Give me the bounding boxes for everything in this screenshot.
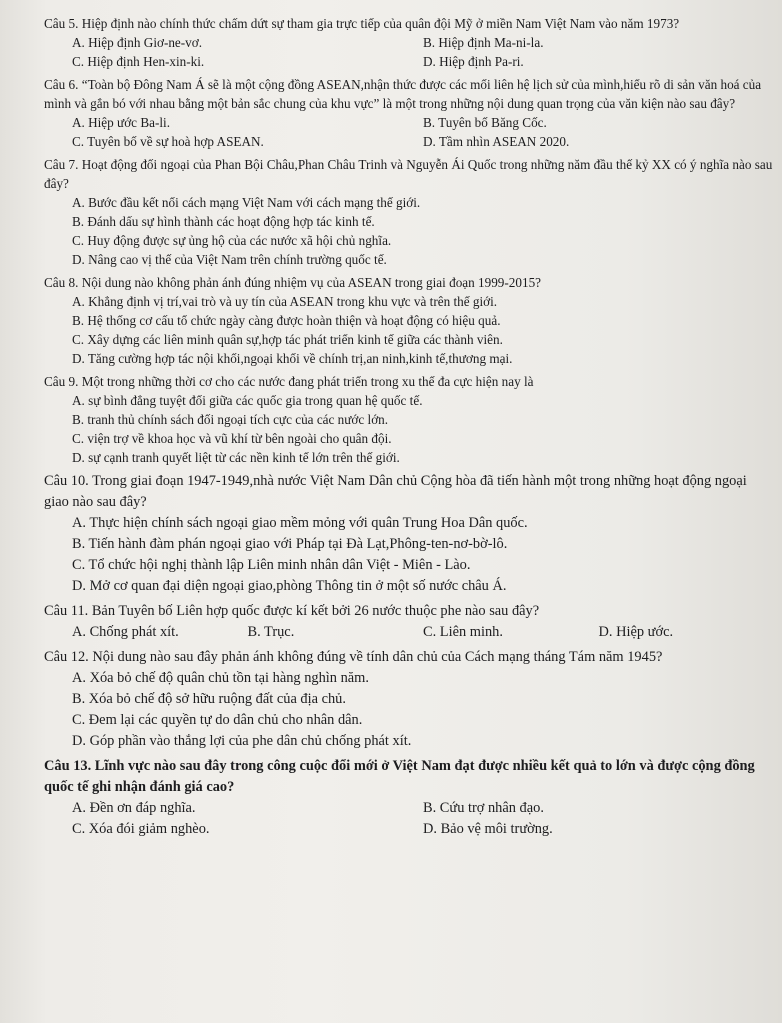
option-b: B. Hệ thống cơ cấu tổ chức ngày càng được hoàn thiện và hoạt động có hiệu quả. [72,313,501,328]
option-a: A. Hiệp định Giơ-ne-vơ. [72,35,203,50]
options-row [44,132,774,151]
option-b: B. Cứu trợ nhân đạo. [423,800,544,816]
option-b: B. Trục. [247,624,295,640]
option-a: A. Khẳng định vị trí,vai trò và uy tín của ASEAN trong khu vực và trên thế giới. [72,294,498,309]
question-6 [44,75,774,151]
exam-page [44,14,774,844]
option-d: D. Tăng cường hợp tác nội khối,ngoại khối về chính trị,an ninh,kinh tế,thương mại. [72,351,513,366]
option-d: D. Góp phần vào thắng lợi của phe dân chủ chống phát xít. [72,733,412,749]
option-b: B. Hiệp định Ma-ni-la. [423,35,544,50]
option-a: A. Chống phát xít. [72,624,179,640]
options-row [44,798,774,819]
option-b: B. tranh thủ chính sách đối ngoại tích cực của các nước lớn. [72,412,389,427]
question-stem: Câu 12. Nội dung nào sau đây phản ánh không đúng về tính dân chủ của Cách mạng tháng Tám năm 1945? [44,649,663,665]
option-d: D. Mở cơ quan đại diện ngoại giao,phòng Thông tin ở một số nước châu Á. [72,578,507,594]
question-stem: Câu 11. Bản Tuyên bố Liên hợp quốc được kí kết bởi 26 nước thuộc phe nào sau đây? [44,603,540,619]
option-c: C. Hiệp định Hen-xin-ki. [72,54,205,69]
option-d: D. Hiệp định Pa-ri. [423,54,524,69]
question-stem: Câu 8. Nội dung nào không phản ánh đúng nhiệm vụ của ASEAN trong giai đoạn 1999-2015? [44,275,542,290]
options-row [44,52,774,71]
options-row [44,33,774,52]
question-stem: Câu 6. “Toàn bộ Đông Nam Á sẽ là một cộng đồng ASEAN,nhận thức được các mối liên hệ lịch sử của mình,hiểu rõ di sản văn hoá của mình và gắn bó với nhau bằng một bản sắc chung của khu vực” là một trong những nội dung quan trọng của văn kiện nào sau đây? [44,77,762,111]
question-8 [44,273,774,368]
options-row [44,819,774,840]
option-c: C. Đem lại các quyền tự do dân chủ cho nhân dân. [72,712,363,728]
options-row [44,622,774,643]
question-stem: Câu 10. Trong giai đoạn 1947-1949,nhà nước Việt Nam Dân chủ Cộng hòa đã tiến hành một trong những hoạt động ngoại giao nào sau đây? [44,473,747,510]
question-13 [44,756,774,840]
option-a: A. Đền ơn đáp nghĩa. [72,800,196,816]
question-stem: Câu 7. Hoạt động đối ngoại của Phan Bội Châu,Phan Châu Trinh và Nguyễn Ái Quốc trong những năm đầu thế kỷ XX có ý nghĩa nào sau đây? [44,157,773,191]
option-d: D. Nâng cao vị thế của Việt Nam trên chính trường quốc tế. [72,252,387,267]
option-c: C. Huy động được sự ủng hộ của các nước xã hội chủ nghĩa. [72,233,392,248]
option-c: C. Xóa đói giảm nghèo. [72,821,210,837]
option-d: D. Bảo vệ môi trường. [423,821,553,837]
question-9 [44,372,774,467]
option-b: B. Xóa bỏ chế độ sở hữu ruộng đất của địa chủ. [72,691,346,707]
option-a: A. Hiệp ước Ba-li. [72,115,170,130]
question-stem: Câu 5. Hiệp định nào chính thức chấm dứt sự tham gia trực tiếp của quân đội Mỹ ở miền Nam Việt Nam vào năm 1973? [44,16,680,31]
option-c: C. Liên minh. [423,624,503,640]
option-b: B. Đánh dấu sự hình thành các hoạt động hợp tác kinh tế. [72,214,375,229]
question-12 [44,647,774,752]
question-stem: Câu 9. Một trong những thời cơ cho các nước đang phát triển trong xu thế đa cực hiện nay là [44,374,534,389]
options-row [44,113,774,132]
option-a: A. Xóa bỏ chế độ quân chủ tồn tại hàng nghìn năm. [72,670,369,686]
question-7 [44,155,774,269]
question-10 [44,471,774,597]
option-b: B. Tuyên bố Băng Cốc. [423,115,547,130]
option-c: C. Xây dựng các liên minh quân sự,hợp tác phát triển kinh tế giữa các thành viên. [72,332,503,347]
option-a: A. sự bình đẳng tuyệt đối giữa các quốc gia trong quan hệ quốc tế. [72,393,423,408]
option-d: D. sự cạnh tranh quyết liệt từ các nền kinh tế lớn trên thế giới. [72,450,400,465]
option-a: A. Thực hiện chính sách ngoại giao mềm mỏng với quân Trung Hoa Dân quốc. [72,515,528,531]
option-d: D. Hiệp ước. [598,624,674,640]
option-d: D. Tầm nhìn ASEAN 2020. [423,134,570,149]
option-b: B. Tiến hành đàm phán ngoại giao với Pháp tại Đà Lạt,Phông-ten-nơ-bờ-lô. [72,536,508,552]
option-a: A. Bước đầu kết nối cách mạng Việt Nam với cách mạng thế giới. [72,195,421,210]
option-c: C. Tổ chức hội nghị thành lập Liên minh nhân dân Việt - Miên - Lào. [72,557,471,573]
question-5 [44,14,774,71]
option-c: C. Tuyên bố về sự hoà hợp ASEAN. [72,134,264,149]
option-c: C. viện trợ về khoa học và vũ khí từ bên ngoài cho quân đội. [72,431,392,446]
question-stem: Câu 13. Lĩnh vực nào sau đây trong công cuộc đổi mới ở Việt Nam đạt được nhiều kết quả to lớn và được cộng đồng quốc tế ghi nhận đánh giá cao? [44,758,755,795]
question-11 [44,601,774,643]
